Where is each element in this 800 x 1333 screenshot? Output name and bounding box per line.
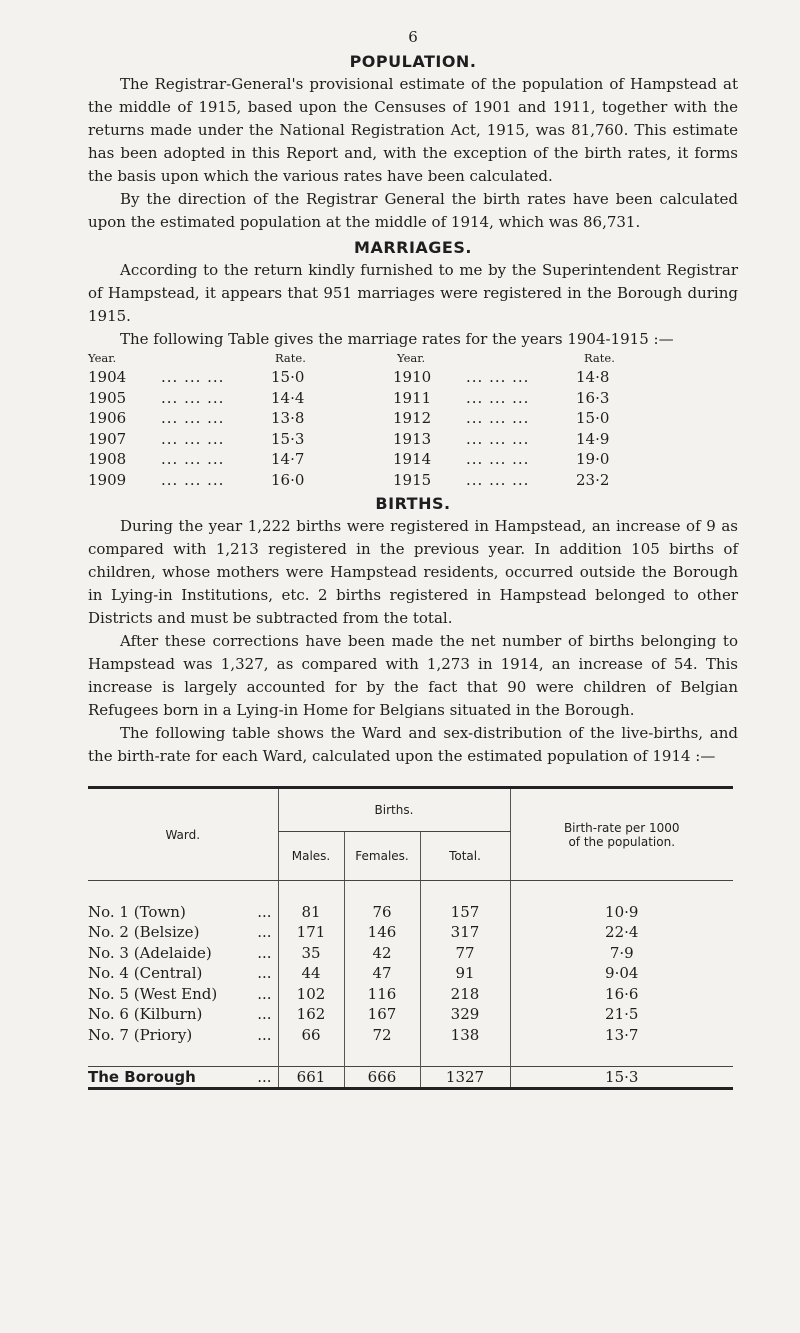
leader-dots: ... ... ... [466,409,530,427]
leader-dots: ... [257,1005,272,1024]
females-cell: 666 [344,1066,420,1089]
leader-dots: ... ... ... [466,368,530,386]
ward-row [88,1025,733,1046]
males-cell: 66 [278,1025,344,1046]
population-paragraph-2: By the direction of the Registrar General the birth rates have been calculated upon the estimated population at the middle of 1914, which was 86,731. [88,190,738,231]
ward-name-cell [88,1004,278,1025]
leader-dots: ... [257,902,272,921]
ward-row [88,922,733,943]
marriage-rate: 16·0 [271,470,305,489]
females-cell: 42 [344,943,420,964]
rate-cell: 16·6 [510,984,733,1005]
males-cell: 171 [278,922,344,943]
population-heading: POPULATION. [349,52,477,71]
col-birth-rate: Birth-rate per 1000 of the population. [510,788,733,881]
col-rate-right: Rate. [584,351,615,365]
ward-name-cell [88,1066,278,1089]
ward-name: No. 4 (Central) [88,964,203,983]
ward-row [88,943,733,964]
marriage-rate-row [88,449,738,470]
marriage-year: 1914 [393,450,432,468]
leader-dots: ... [257,984,272,1003]
col-year-left: Year. [88,351,117,365]
ward-row [88,1004,733,1025]
leader-dots: ... ... ... [161,470,225,489]
marriage-rate-row [88,470,738,491]
marriage-rate: 14·4 [271,388,305,407]
marriage-rate: 14·7 [271,450,305,468]
ward-name-cell [88,1025,278,1046]
marriage-year: 1908 [88,450,127,468]
marriage-rate: 15·3 [271,429,305,448]
leader-dots: ... [257,1025,272,1044]
leader-dots: ... ... ... [161,409,225,427]
marriages-paragraph-2: The following Table gives the marriage rates for the years 1904-1915 :— [120,330,674,348]
marriage-year: 1904 [88,368,127,386]
marriage-rate: 19·0 [576,450,610,468]
ward-name: No. 6 (Kilburn) [88,1005,203,1024]
marriage-rate: 13·8 [271,409,305,427]
leader-dots: ... ... ... [161,368,225,386]
total-cell: 138 [420,1025,510,1046]
marriage-year: 1906 [88,409,127,427]
marriage-year: 1912 [393,409,432,427]
births-paragraph-3: The following table shows the Ward and sex-distribution of the live-births, and the birth-rate for each Ward, calculated upon the estimated population of 1914 :— [88,724,738,765]
marriage-year: 1911 [393,388,432,407]
males-cell: 35 [278,943,344,964]
rate-cell: 7·9 [510,943,733,964]
leader-dots: ... ... ... [161,450,225,468]
marriages-heading: MARRIAGES. [354,238,472,257]
males-cell: 81 [278,902,344,923]
page-number: 6 [408,28,418,46]
leader-dots: ... ... ... [466,470,530,489]
females-cell: 116 [344,984,420,1005]
ward-name-cell [88,963,278,984]
leader-dots: ... ... ... [466,450,530,468]
marriage-rate: 14·9 [576,429,610,448]
col-males: Males. [278,832,344,881]
marriage-rate-row [88,408,738,429]
ward-name-cell [88,984,278,1005]
ward-name: No. 7 (Priory) [88,1025,193,1044]
marriage-year: 1915 [393,470,432,489]
total-cell: 77 [420,943,510,964]
ward-name: No. 5 (West End) [88,984,218,1003]
total-cell: 157 [420,902,510,923]
ward-row [88,902,733,923]
births-by-ward-table [88,786,733,1090]
males-cell: 661 [278,1066,344,1089]
leader-dots: ... [257,943,272,962]
total-cell: 329 [420,1004,510,1025]
marriages-paragraph-1: According to the return kindly furnished to me by the Superintendent Registrar of Hampstead, it appears that 951 marriages were registered in the Borough during 1915. [88,261,738,325]
ward-name: No. 1 (Town) [88,902,186,921]
rate-cell: 22·4 [510,922,733,943]
marriage-rate: 14·8 [576,368,610,386]
leader-dots: ... [257,964,272,983]
leader-dots: ... ... ... [466,388,530,407]
rate-cell: 10·9 [510,902,733,923]
marriage-rate-row [88,367,738,388]
leader-dots: ... [257,1067,272,1086]
ward-name-cell [88,902,278,923]
total-cell: 317 [420,922,510,943]
leader-dots: ... ... ... [161,388,225,407]
ward-name-cell [88,943,278,964]
marriage-rate: 23·2 [576,470,610,489]
leader-dots: ... ... ... [466,429,530,448]
col-births: Births. [278,788,510,832]
col-females: Females. [344,832,420,881]
col-year-right: Year. [397,351,426,365]
total-cell: 1327 [420,1066,510,1089]
borough-total-row [88,1066,733,1089]
rate-cell: 21·5 [510,1004,733,1025]
marriage-year: 1907 [88,429,127,448]
females-cell: 72 [344,1025,420,1046]
leader-dots: ... ... ... [161,429,225,448]
births-paragraph-1: During the year 1,222 births were registered in Hampstead, an increase of 9 as compared with 1,213 registered in the previous year. In addition 105 births of children, whose mothers were Hampstead residents, occurred outside the Borough in Lying-in Institutions, etc. 2 births registered in Hampstead belonged to other Districts and must be subtracted from the total. [88,517,738,627]
marriage-rate-row [88,429,738,450]
rate-cell: 9·04 [510,963,733,984]
births-paragraph-2: After these corrections have been made the net number of births belonging to Hampstead was 1,327, as compared with 1,273 in 1914, an increase of 54. This increase is largely accounted for by the fact that 90 were children of Belgian Refugees born in a Lying-in Home for Belgians situated in the Borough. [88,632,738,719]
females-cell: 47 [344,963,420,984]
document-page [88,28,738,1090]
marriage-year: 1913 [393,429,432,448]
births-heading: BIRTHS. [375,494,451,513]
females-cell: 167 [344,1004,420,1025]
males-cell: 162 [278,1004,344,1025]
males-cell: 44 [278,963,344,984]
marriage-rate: 15·0 [576,409,610,427]
ward-row [88,984,733,1005]
ward-name-cell [88,922,278,943]
marriage-rate: 15·0 [271,368,305,386]
marriage-rates-table [88,351,738,490]
col-total: Total. [420,832,510,881]
population-paragraph-1: The Registrar-General's provisional estimate of the population of Hampstead at the middle of 1915, based upon the Censuses of 1901 and 1911, together with the returns made under the National Registration Act, 1915, was 81,760. This estimate has been adopted in this Report and, with the exception of the birth rates, it forms the basis upon which the various rates have been calculated. [88,75,738,185]
marriage-year: 1909 [88,470,127,489]
total-cell: 91 [420,963,510,984]
ward-row [88,963,733,984]
ward-name: The Borough [88,1067,196,1086]
females-cell: 76 [344,902,420,923]
marriage-year: 1910 [393,368,432,386]
leader-dots: ... [257,923,272,942]
col-ward: Ward. [88,788,278,881]
rate-cell: 13·7 [510,1025,733,1046]
total-cell: 218 [420,984,510,1005]
ward-name: No. 3 (Adelaide) [88,943,212,962]
females-cell: 146 [344,922,420,943]
ward-name: No. 2 (Belsize) [88,923,200,942]
males-cell: 102 [278,984,344,1005]
marriage-rate-row [88,388,738,409]
col-rate-left: Rate. [275,351,306,365]
marriage-rates-header [88,351,738,367]
marriage-rate: 16·3 [576,388,610,407]
rate-cell: 15·3 [510,1066,733,1089]
marriage-year: 1905 [88,388,127,407]
